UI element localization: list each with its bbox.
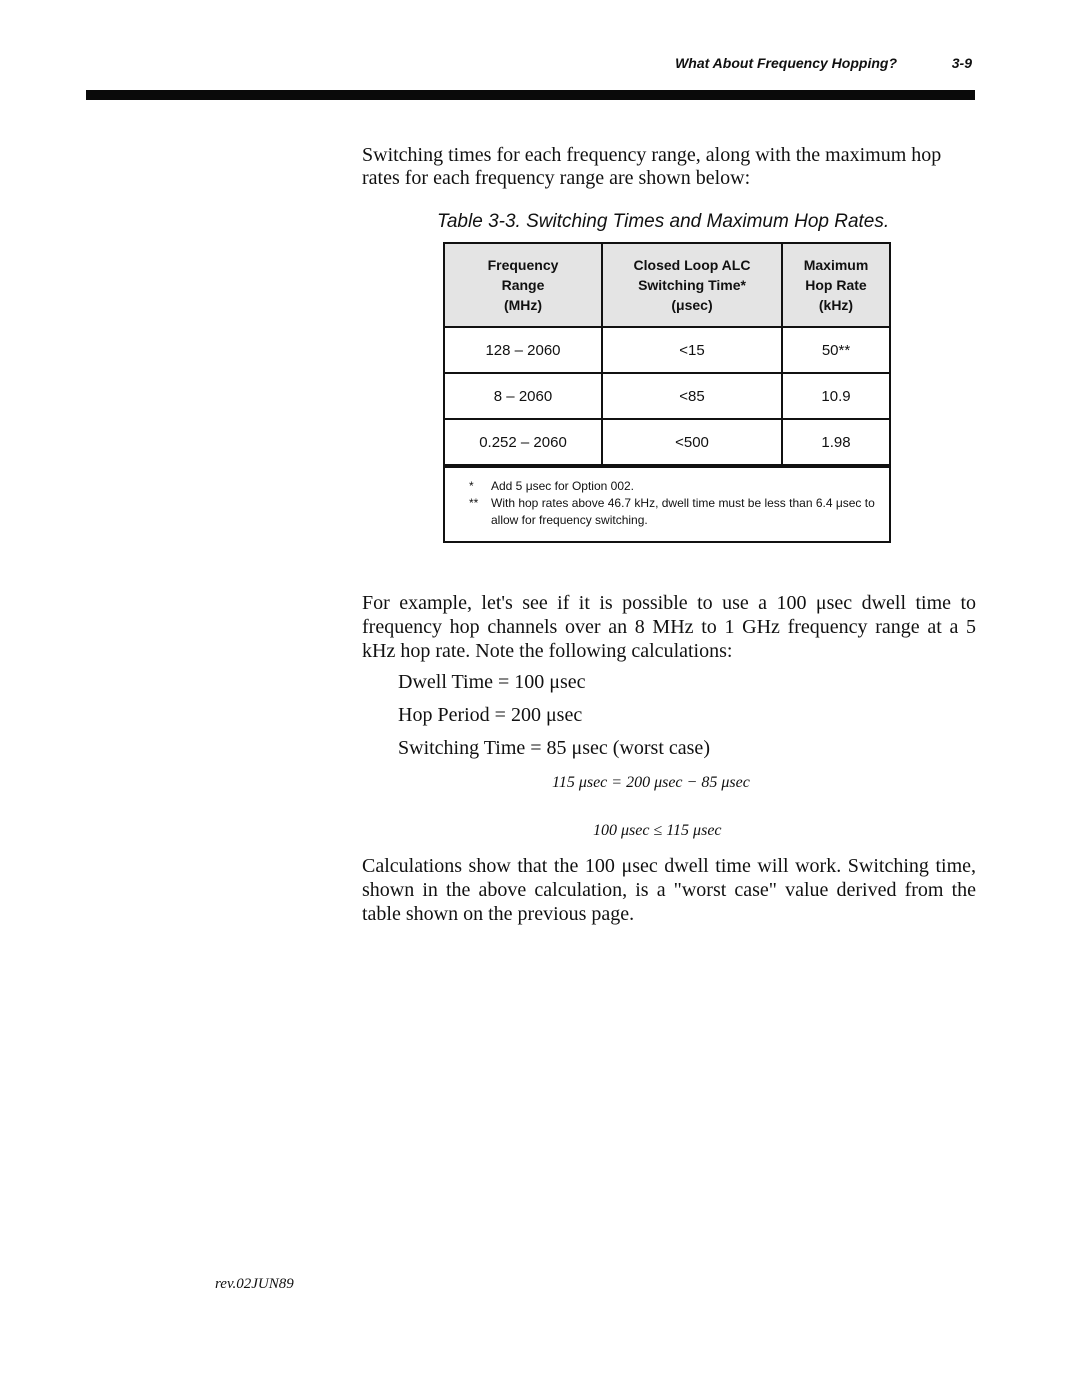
cell-switching-time: <15 [602,327,782,373]
calc-hop-period: Hop Period = 200 μsec [398,704,583,726]
table-row [445,419,889,465]
cell-hop-rate: 50** [782,327,889,373]
cell-range: 8 – 2060 [445,373,602,419]
table-row [445,373,889,419]
cell-hop-rate: 1.98 [782,419,889,465]
switching-times-table [443,242,891,543]
footnote: ** With hop rates above 46.7 kHz, dwell time must be less than 6.4 μsec to allow for frequency switching. [469,496,875,527]
cell-range: 0.252 – 2060 [445,419,602,465]
table-caption: Table 3-3. Switching Times and Maximum Hop Rates. [437,211,890,232]
page-number: 3-9 [951,55,972,71]
header-rule [86,90,975,100]
header-max-hop-rate: Maximum Hop Rate (kHz) [782,244,889,327]
cell-switching-time: <85 [602,373,782,419]
cell-switching-time: <500 [602,419,782,465]
calc-dwell-time: Dwell Time = 100 μsec [398,671,586,693]
footnote: * Add 5 μsec for Option 002. [469,479,634,493]
equation-comparison: 100 μsec ≤ 115 μsec [593,822,722,839]
table-footnotes [445,466,889,541]
table-row [445,327,889,373]
cell-range: 128 – 2060 [445,327,602,373]
example-paragraph: For example, let's see if it is possible to use a 100 μsec dwell time to frequency hop channels over an 8 MHz to 1 GHz frequency range at a 5 kHz hop rate. Note the following calculations: [362,592,976,662]
conclusion-paragraph: Calculations show that the 100 μsec dwell time will work. Switching time, shown in the above calculation, is a "worst case" value derived from the table shown on the previous page. [362,855,976,925]
equation-difference: 115 μsec = 200 μsec − 85 μsec [552,774,750,791]
cell-hop-rate: 10.9 [782,373,889,419]
header-title: What About Frequency Hopping? [675,55,897,71]
header-switching-time: Closed Loop ALC Switching Time* (μsec) [602,244,782,327]
intro-paragraph: Switching times for each frequency range, along with the maximum hop rates for each frequency range are shown below: [362,144,942,189]
revision-footer: rev.02JUN89 [215,1276,294,1292]
header-frequency-range: Frequency Range (MHz) [445,244,602,327]
calc-switching-time: Switching Time = 85 μsec (worst case) [398,737,710,759]
